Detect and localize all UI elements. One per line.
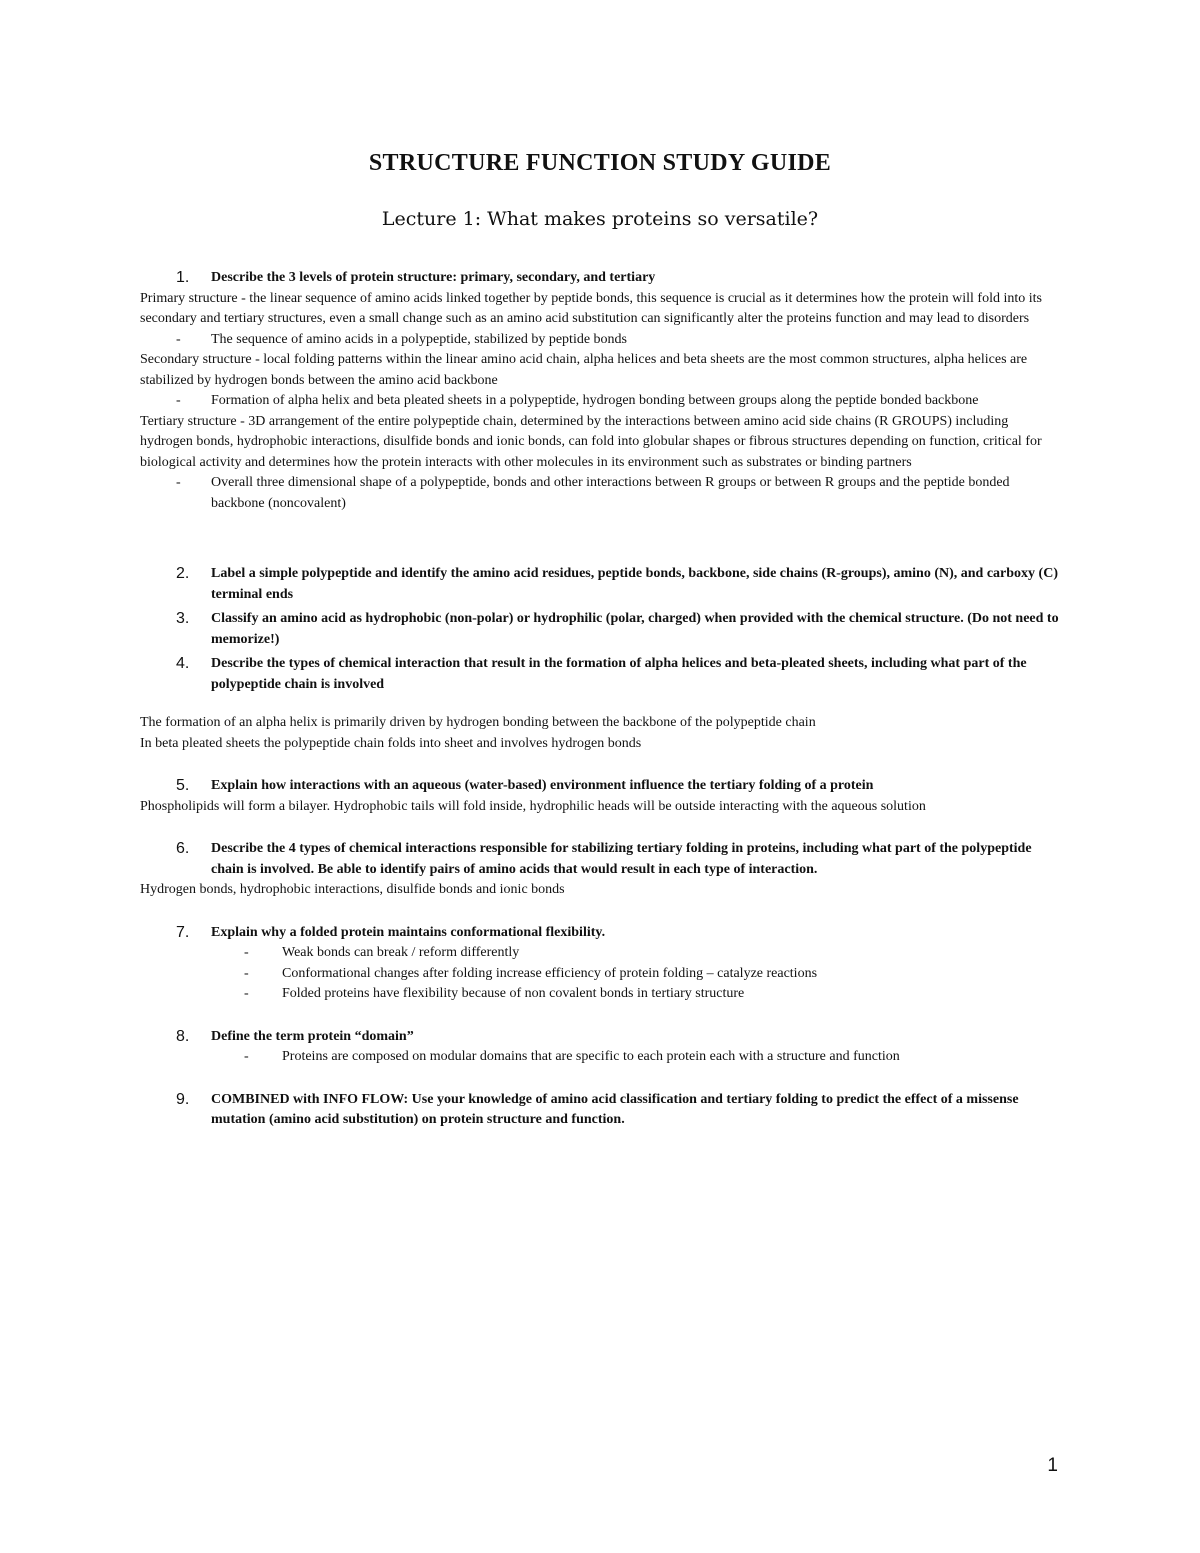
dash-marker: - (176, 331, 181, 347)
question-6 (140, 839, 1060, 880)
dash-marker: - (176, 393, 181, 408)
question-number: 9. (176, 1090, 190, 1108)
question-2 (140, 564, 1060, 605)
question-text: Explain how interactions with an aqueous (water-based) environment influence the tertiary folding of a protein (211, 778, 874, 793)
question-number: 2. (176, 565, 190, 582)
question-number: 3. (176, 610, 190, 627)
dash-text: Formation of alpha helix and beta pleated sheets in a polypeptide, hydrogen bonding between groups along the peptide bonded backbone (211, 393, 979, 408)
bullet-item (140, 964, 1060, 985)
answer-aqueous: Phospholipids will form a bilayer. Hydrophobic tails will fold inside, hydrophilic heads will be outside interacting with the aqueous solution (140, 798, 926, 814)
page-title: STRUCTURE FUNCTION STUDY GUIDE (368, 150, 832, 176)
bullet-text: Conformational changes after folding increase efficiency of protein folding – catalyze reactions (282, 965, 818, 981)
question-number: 1. (176, 269, 190, 286)
question-number: 7. (176, 923, 190, 941)
dash-marker: - (244, 965, 249, 981)
dash-text: Overall three dimensional shape of a polypeptide, bonds and other interactions between R groups or between R groups and the peptide bonded backbone (noncovalent) (211, 475, 1010, 511)
question-number: 6. (176, 840, 190, 857)
question-text: Describe the types of chemical interaction that result in the formation of alpha helices and beta-pleated sheets, including what part of the polypeptide chain is involved (211, 656, 1027, 692)
question-text: Classify an amino acid as hydrophobic (non-polar) or hydrophilic (polar, charged) when provided with the chemical structure. (Do not need to memorize!) (211, 611, 1059, 647)
question-text: Explain why a folded protein maintains conformational flexibility. (211, 924, 606, 940)
dash-item (140, 330, 1060, 351)
question-1 (140, 268, 1060, 289)
bullet-text: Weak bonds can break / reform differently (282, 945, 520, 960)
question-text: Define the term protein “domain” (211, 1028, 414, 1044)
question-text: Describe the 3 levels of protein structure: primary, secondary, and tertiary (211, 270, 656, 285)
answer-interactions: Hydrogen bonds, hydrophobic interactions, disulfide bonds and ionic bonds (140, 882, 565, 897)
question-number: 5. (176, 777, 190, 794)
lecture-subtitle: Lecture 1: What makes proteins so versatile? (381, 208, 819, 230)
bullet-item (140, 1047, 1060, 1068)
dash-item (140, 391, 1060, 412)
bullet-text: Folded proteins have flexibility because of non covalent bonds in tertiary structure (282, 986, 745, 1001)
answer-beta-sheet: In beta pleated sheets the polypeptide chain folds into sheet and involves hydrogen bonds (140, 735, 642, 751)
page-number: 1 (1047, 1455, 1058, 1476)
study-guide-content (140, 268, 1060, 1131)
question-text: Describe the 4 types of chemical interactions responsible for stabilizing tertiary folding in proteins, including what part of the polypeptide chain is involved. Be able to identify pairs of amino acids that would result in each type of interaction. (211, 841, 1032, 877)
dash-item (140, 473, 1060, 514)
question-text: Label a simple polypeptide and identify the amino acid residues, peptide bonds, backbone, side chains (R-groups), amino (N), and carboxy (C) terminal ends (211, 566, 1058, 602)
bullet-item (140, 943, 1060, 964)
question-4 (140, 654, 1060, 695)
question-8 (140, 1027, 1060, 1048)
question-number: 8. (176, 1027, 190, 1045)
question-5 (140, 776, 1060, 797)
answer-alpha-helix: The formation of an alpha helix is primarily driven by hydrogen bonding between the backbone of the polypeptide chain (140, 715, 816, 730)
question-7 (140, 923, 1060, 944)
question-9 (140, 1090, 1060, 1131)
answer-secondary-structure: Secondary structure - local folding patterns within the linear amino acid chain, alpha helices and beta sheets are the most common structures, alpha helices are stabilized by hydrogen bonds between the amino acid backbone (140, 352, 1028, 388)
question-text: COMBINED with INFO FLOW: Use your knowledge of amino acid classification and tertiary folding to predict the effect of a missense mutation (amino acid substitution) on protein structure and function. (211, 1091, 1019, 1127)
question-number: 4. (176, 655, 190, 672)
bullet-item (140, 984, 1060, 1005)
dash-marker: - (244, 1049, 249, 1064)
dash-marker: - (244, 945, 249, 960)
answer-tertiary-structure: Tertiary structure - 3D arrangement of the entire polypeptide chain, determined by the interactions between amino acid side chains (R GROUPS) including hydrogen bonds, hydrophobic interactions, disulfide bonds and ionic bonds, can fold into globular shapes or fibrous structures depending on function, critical for biological activity and determines how the protein interacts with other molecules in its environment such as substrates or binding partners (140, 413, 1042, 470)
question-3 (140, 609, 1060, 650)
dash-marker: - (176, 475, 181, 490)
dash-marker: - (244, 986, 249, 1001)
bullet-text: Proteins are composed on modular domains that are specific to each protein each with a structure and function (282, 1049, 900, 1064)
dash-text: The sequence of amino acids in a polypeptide, stabilized by peptide bonds (211, 331, 627, 347)
answer-primary-structure: Primary structure - the linear sequence of amino acids linked together by peptide bonds, this sequence is crucial as it determines how the protein will fold into its secondary and tertiary structures, even a small change such as an amino acid substitution can significantly alter the proteins function and may lead to disorders (140, 290, 1042, 326)
